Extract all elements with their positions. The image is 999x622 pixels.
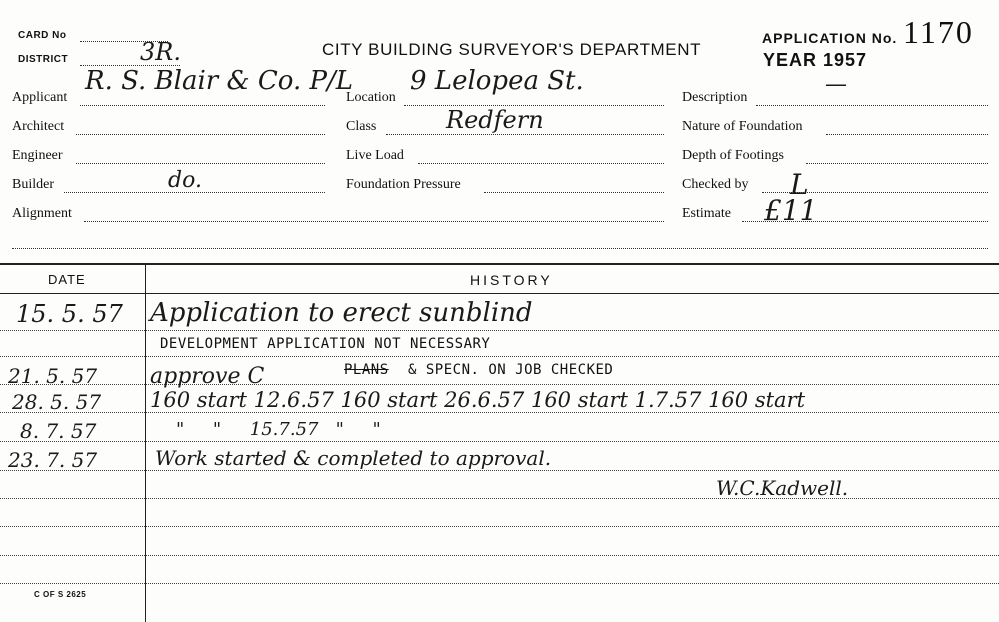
- date-header: DATE: [48, 272, 86, 287]
- nature-foundation-line: [826, 134, 988, 135]
- row-rule: [0, 356, 999, 357]
- row-history: " " 15.7.57 " ": [176, 419, 381, 440]
- applicant-line: [80, 105, 325, 106]
- depth-footings-label: Depth of Footings: [682, 148, 784, 163]
- checked-by-label: Checked by: [682, 177, 749, 192]
- estimate-label: Estimate: [682, 206, 731, 221]
- class-value: Redfern: [446, 106, 544, 134]
- row-rule: [0, 583, 999, 584]
- estimate-value: £11: [764, 194, 818, 227]
- alignment-line: [84, 221, 664, 222]
- row-history: Work started & completed to approval.: [155, 446, 552, 470]
- row-rule: [0, 555, 999, 556]
- applicant-value: R. S. Blair & Co. P/L: [85, 66, 353, 96]
- card-no-label: CARD No: [18, 30, 67, 41]
- row-history: Application to erect sunblind: [150, 298, 533, 328]
- architect-line: [76, 134, 325, 135]
- live-load-line: [418, 163, 664, 164]
- row-history: & SPECN. ON JOB CHECKED: [408, 362, 614, 378]
- row-date: 8. 7. 57: [20, 419, 97, 443]
- blank-line: [12, 248, 988, 249]
- district-value: 3R.: [140, 38, 181, 66]
- department-title: CITY BUILDING SURVEYOR'S DEPARTMENT: [322, 40, 702, 59]
- class-line: [386, 134, 664, 135]
- row-history: DEVELOPMENT APPLICATION NOT NECESSARY: [160, 336, 491, 352]
- application-label: APPLICATION No.: [762, 30, 898, 46]
- alignment-label: Alignment: [12, 206, 72, 221]
- row-rule: [0, 526, 999, 527]
- history-header: HISTORY: [470, 272, 553, 288]
- applicant-label: Applicant: [12, 90, 68, 105]
- form-code: C OF S 2625: [34, 590, 87, 599]
- signature: W.C.Kadwell.: [716, 476, 849, 500]
- row-date: 23. 7. 57: [8, 448, 98, 472]
- nature-foundation-label: Nature of Foundation: [682, 119, 803, 134]
- date-column-divider: [145, 265, 146, 622]
- year-label: YEAR 1957: [763, 50, 868, 70]
- engineer-line: [76, 163, 325, 164]
- row-history-struck: PLANS: [344, 362, 389, 378]
- row-rule: [0, 441, 999, 442]
- description-value: —: [825, 72, 847, 97]
- location-label: Location: [346, 90, 396, 105]
- row-history: 160 start 12.6.57 160 start 26.6.57 160 start 1.7.57 160 start: [150, 388, 806, 412]
- foundation-pressure-label: Foundation Pressure: [346, 177, 461, 192]
- checked-by-value: L: [790, 168, 809, 201]
- district-label: DISTRICT: [18, 54, 69, 65]
- depth-footings-line: [806, 163, 988, 164]
- row-rule: [0, 470, 999, 471]
- class-label: Class: [346, 119, 377, 134]
- row-date: 28. 5. 57: [12, 390, 102, 414]
- foundation-pressure-line: [484, 192, 664, 193]
- row-date: 15. 5. 57: [16, 300, 123, 328]
- application-number: 1170: [903, 14, 974, 50]
- table-top-rule: [0, 263, 999, 265]
- engineer-label: Engineer: [12, 148, 63, 163]
- description-line: [756, 105, 988, 106]
- builder-value: do.: [168, 168, 202, 193]
- live-load-label: Live Load: [346, 148, 404, 163]
- table-header-rule: [0, 293, 999, 294]
- row-rule: [0, 330, 999, 331]
- row-date: 21. 5. 57: [8, 364, 98, 388]
- row-rule: [0, 498, 999, 499]
- row-history: approve C: [150, 364, 265, 389]
- architect-label: Architect: [12, 119, 65, 134]
- builder-label: Builder: [12, 177, 54, 192]
- description-label: Description: [682, 90, 748, 105]
- row-rule: [0, 412, 999, 413]
- location-value: 9 Lelopea St.: [410, 66, 584, 96]
